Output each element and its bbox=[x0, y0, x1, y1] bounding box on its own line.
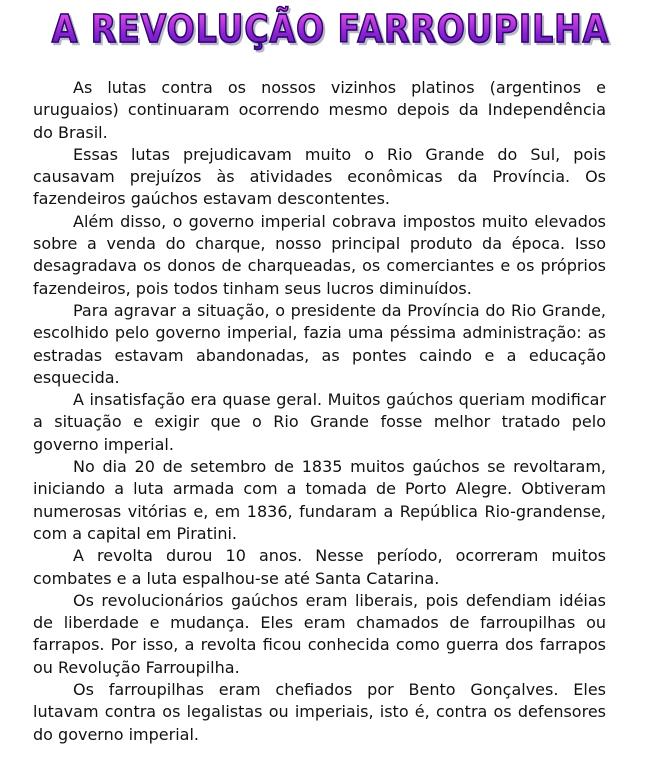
paragraph-3: Além disso, o governo imperial cobrava impostos muito elevados sobre a venda do charque, nosso principal produto da época. Isso desagradava os donos de charqueadas, os comerciantes e os próprios fazendeiros, pois todos tinham seus lucros diminuídos. bbox=[33, 211, 606, 298]
page-title-text: A REVOLUÇÃO FARROUPILHA bbox=[51, 6, 610, 52]
paragraph-5: A insatisfação era quase geral. Muitos gaúchos queriam modificar a situação e exigir que o Rio Grande fosse melhor tratado pelo governo imperial. bbox=[33, 390, 606, 454]
paragraph-6: No dia 20 de setembro de 1835 muitos gaúchos se revoltaram, iniciando a luta armada com a tomada de Porto Alegre. Obtiveram numerosas vitórias e, em 1836, fundaram a República Rio-grandense, com a capital em Piratini. bbox=[33, 457, 606, 543]
paragraph-1: As lutas contra os nossos vizinhos platinos (argentinos e uruguaios) continuaram ocorrendo mesmo depois da Independência do Brasil. bbox=[33, 78, 606, 142]
document-body bbox=[33, 77, 606, 746]
paragraph-2: Essas lutas prejudicavam muito o Rio Grande do Sul, pois causavam prejuízos às atividades econômicas da Província. Os fazendeiros gaúchos estavam descontentes. bbox=[33, 144, 606, 209]
page-title bbox=[0, 4, 661, 55]
paragraph-9: Os farroupilhas eram chefiados por Bento Gonçalves. Eles lutavam contra os legalistas ou imperiais, isto é, contra os defensores do governo imperial. bbox=[33, 680, 606, 744]
paragraph-8: Os revolucionários gaúchos eram liberais, pois defendiam idéias de liberdade e mudança. Eles eram chamados de farroupilhas ou farrapos. Por isso, a revolta ficou conhecida como guerra dos farrapos ou Revolução Farroupilha. bbox=[33, 590, 606, 677]
paragraph-4: Para agravar a situação, o presidente da Província do Rio Grande, escolhido pelo governo imperial, fazia uma péssima administração: as estradas estavam abandonadas, as pontes caindo e a educação esquecida. bbox=[33, 300, 606, 387]
paragraph-7: A revolta durou 10 anos. Nesse período, ocorreram muitos combates e a luta espalhou-se até Santa Catarina. bbox=[33, 546, 606, 588]
